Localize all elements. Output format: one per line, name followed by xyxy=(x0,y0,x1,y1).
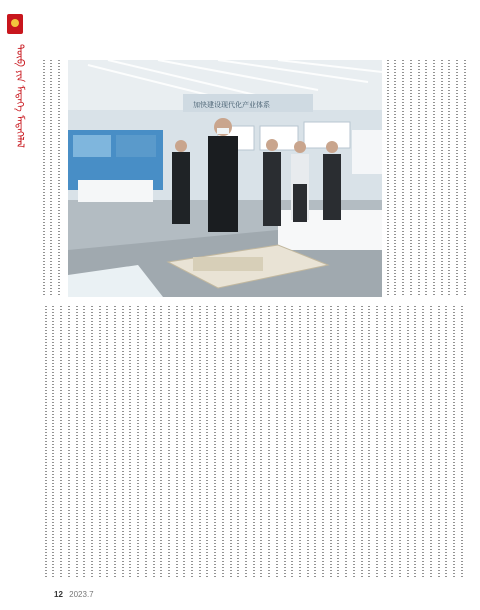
exhibition-photo xyxy=(68,60,382,297)
page-number: 12 xyxy=(54,590,63,599)
page-footer xyxy=(54,590,94,599)
text-columns-right xyxy=(386,60,466,296)
caption-columns xyxy=(42,60,68,296)
party-emblem-icon xyxy=(7,14,23,34)
body-text-columns xyxy=(44,306,468,578)
section-title: ᠲᠥᠪ ᠶᠢᠨ ᠮᠡᠳᠡᠭᠡ ᠮᠡᠳᠡᠭᠡᠯᠡᠯ xyxy=(14,44,25,148)
side-band xyxy=(0,0,30,610)
wall-sign-text: 加快建设现代化产业体系 xyxy=(193,101,270,109)
issue-date: 2023.7 xyxy=(69,590,94,599)
